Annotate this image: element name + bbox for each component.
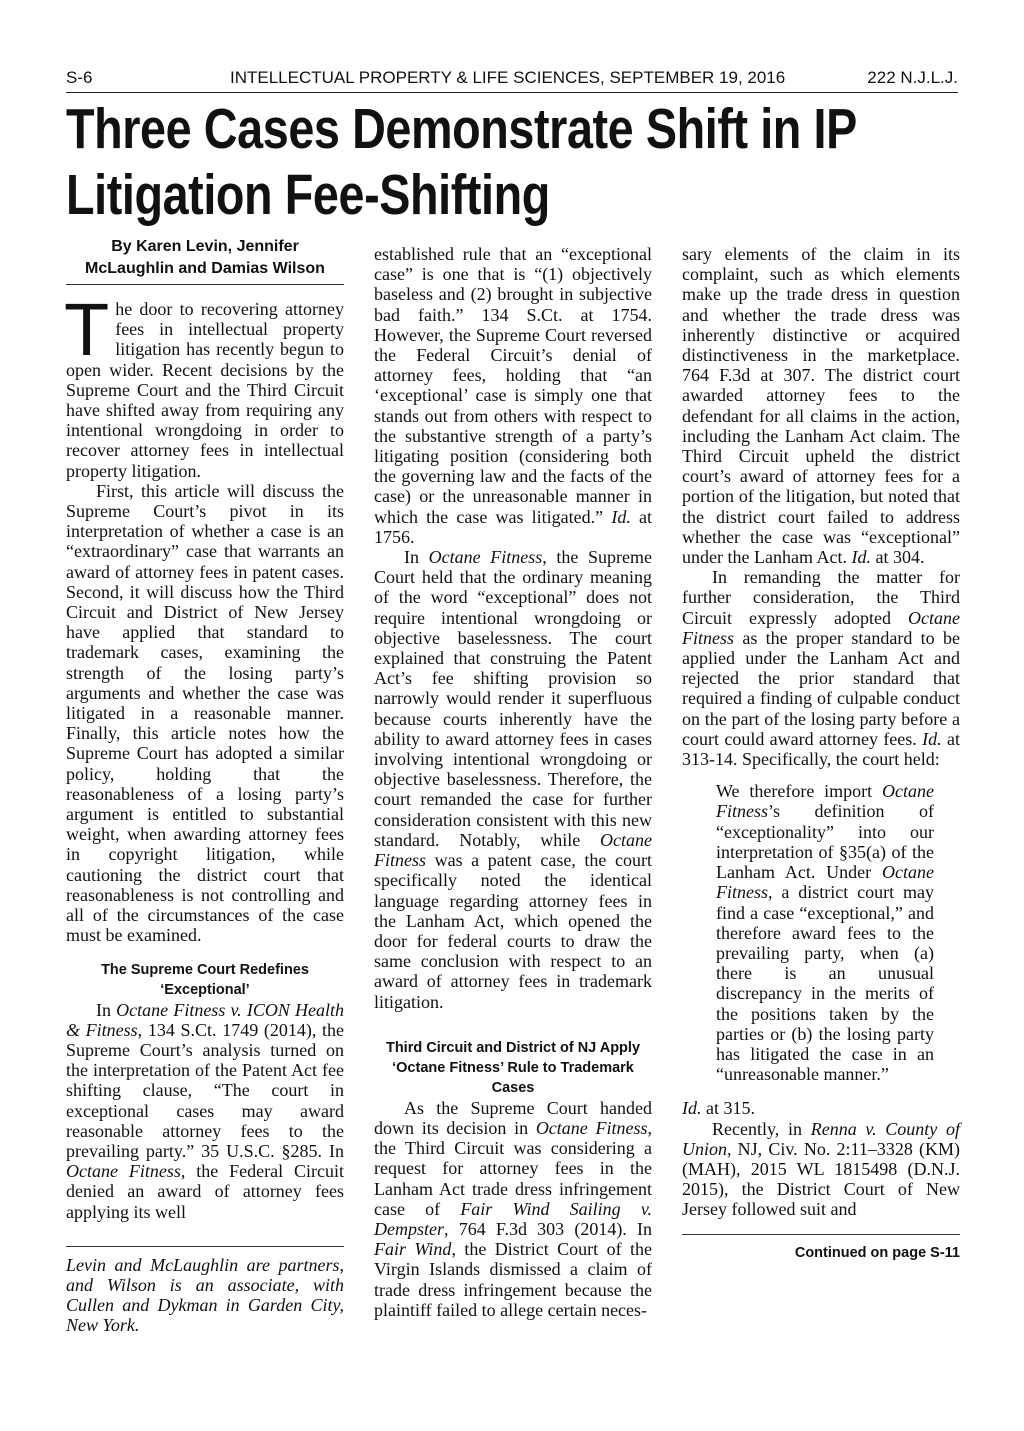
case-name: Octane Fitness: [428, 547, 543, 568]
intro-text: he door to recovering attorney fees in intellectual property litigation has recently begun to open wider. Recent decisions by the Supreme Court and the Third Circuit have shifted away from requiring any intentional wrongdoing in order to recover attorney fees in intellectual property litigation.: [66, 299, 344, 481]
citation-id: Id.: [851, 547, 871, 568]
citation-id: Id.: [922, 728, 942, 749]
text-run: at 313-14. Specifically, the court held:: [682, 728, 960, 770]
text-run: , a district court may find a case “exceptional,” and therefore award fees to the prevailing party, when (a) there is an unusual discrepancy in the merits of the positions taken by the parties or (b) the losing party has litigated the case in an “unreasonable manner.”: [716, 882, 934, 1085]
text-run: established rule that an “exceptional case” is one that is “(1) objectively baseless and (2) brought in subjective bad faith.” 134 S.Ct. at 1754. However, the Supreme Court reversed the Federal Circuit’s denial of attorney fees, holding that “an ‘exceptional’ case is simply one that stands out from others with respect to the substantive strength of a party’s litigating position (considering both the governing law and the facts of the case) or the unreasonable manner in which the case was litigated.”: [374, 244, 652, 527]
text-run: Recently, in: [712, 1118, 811, 1139]
text-run: , the District Court of the Virgin Islands dismissed a claim of trade dress infringement because the plaintiff failed to allege certain neces-: [374, 1239, 653, 1320]
text-run: , the Supreme Court held that the ordinary meaning of the word “exceptional” does not require intentional wrongdoing or objective baselessness. The court explained that construing the Patent Act’s fee shifting provision so narrowly would render it superfluous because courts inherently have the ability to award attorney fees in cases involving intentional wrongdoing or objective baselessness. Therefore, the court remanded the case for further consideration consistent with this new standard. Notably, while: [374, 547, 652, 850]
continued-on-link[interactable]: Continued on page S-11: [682, 1234, 960, 1261]
overview-paragraph: First, this article will discuss the Supreme Court’s pivot in its interpretation of whether a case is an “extraordinary” case that warrants an award of attorney fees in patent cases. Second, it will discuss how the Third Circuit and District of New Jersey have applied that standard to trademark cases, examining the strength of the losing party’s arguments and whether the case was litigated in a reasonable manner. Finally, this article notes how the Supreme Court has adopted a similar policy, holding that the reasonableness of a losing party’s argument is entitled to substantial weight, when awarding attorney fees in copyright litigation, while cautioning the district court that reasonableness is not controlling and all of the circumstances of the case must be examined.: [66, 480, 344, 946]
column-1: [66, 236, 344, 1336]
text-run: at 315.: [701, 1098, 755, 1119]
text-run: , the Third Circuit was considering a request for attorney fees in the Lanham Act trade dress infringement case of: [374, 1117, 652, 1219]
block-quote: [716, 781, 934, 1084]
citation-id: Id.: [682, 1098, 702, 1119]
subhead-line-2: ‘Octane Fitness’ Rule to Trademark: [392, 1059, 634, 1076]
fair-wind-paragraph: [374, 1098, 652, 1320]
text-run: , the Federal Circuit denied an award of attorney fees applying its well: [66, 1161, 344, 1222]
article-headline: [66, 96, 857, 228]
text-run: We therefore import: [716, 781, 883, 802]
continued-paragraph: [682, 244, 960, 567]
case-name: Renna v. County of Union: [682, 1118, 960, 1159]
citation-paragraph: [682, 1098, 960, 1118]
continued-paragraph: [374, 244, 652, 547]
text-run: at 1756.: [374, 506, 652, 547]
case-name: Fair Wind Sailing v. Dempster: [374, 1198, 652, 1239]
intro-paragraph: [64, 288, 344, 481]
column-3: [682, 244, 960, 1261]
case-name: Fair Wind: [374, 1239, 452, 1260]
byline: [66, 236, 344, 285]
case-name: Octane Fitness v. ICON Health & Fitness: [66, 999, 344, 1040]
author-note: Levin and McLaughlin are partners, and Wilson is an associate, with Cullen and Dykman in Garden City, New York.: [66, 1254, 344, 1336]
section-heading-supreme-court: [66, 960, 344, 1000]
case-name: Octane Fitness: [374, 829, 652, 871]
case-name: Octane Fitness: [716, 862, 934, 903]
text-run: at 304.: [870, 547, 925, 568]
holding-paragraph: [374, 547, 652, 1012]
drop-cap: T: [64, 288, 110, 371]
case-name: Octane Fitness: [682, 607, 960, 648]
journal-citation: 222 N.J.L.J.: [867, 68, 958, 87]
section-heading-third-circuit: [374, 1038, 652, 1098]
text-run: sary elements of the claim in its complaint, such as which elements make up the trade dress in question and whether the trade dress was inherently distinctive or acquired distinctiveness in the marketplace. 764 F.3d at 307. The district court awarded attorney fees to the defendant for all claims in the action, including the Lanham Act claim. The Third Circuit upheld the district court’s award of attorney fees for a portion of the litigation, but noted that the district court failed to address whether the case was “exceptional” under the Lanham Act.: [682, 244, 960, 568]
text-run: In: [96, 999, 117, 1020]
publication-line: INTELLECTUAL PROPERTY & LIFE SCIENCES, SEPTEMBER 19, 2016: [230, 68, 786, 87]
byline-line-1: By Karen Levin, Jennifer: [111, 238, 299, 255]
text-run: , 134 S.Ct. 1749 (2014), the Supreme Court’s analysis turned on the interpretation of the Patent Act fee shifting clause, “The court in exceptional cases may award reasonable attorney fees to the prevailing party.” 35 U.S.C. §285. In: [66, 1019, 345, 1161]
text-run: , NJ, Civ. No. 2:11–3328 (KM)(MAH), 2015 WL 1815498 (D.N.J. 2015), the District Court of New Jersey followed suit and: [682, 1138, 960, 1220]
text-run: as the proper standard to be applied under the Lanham Act and rejected the prior standard that required a finding of culpable conduct on the part of the losing party before a court could award attorney fees.: [682, 627, 960, 749]
case-name: Octane Fitness: [66, 1161, 181, 1182]
case-name: Octane Fitness: [535, 1117, 648, 1138]
text-run: In: [404, 547, 429, 568]
octane-paragraph: [66, 1000, 344, 1222]
page-header: [66, 66, 958, 93]
text-run: , 764 F.3d 303 (2014). In: [444, 1218, 652, 1239]
page-number: S-6: [66, 68, 93, 87]
case-name: Octane Fitness: [716, 781, 934, 822]
subhead-line-3: Cases: [491, 1079, 535, 1096]
byline-line-2: McLaughlin and Damias Wilson: [85, 260, 325, 277]
citation-id: Id.: [611, 506, 631, 527]
author-note-box: [66, 1246, 344, 1336]
remand-paragraph: [682, 567, 960, 769]
text-run: was a patent case, the court specifically noted the identical language regarding attorney fees in the Lanham Act, which opened the door for federal courts to draw the same conclusion with respect to an award of attorney fees in trademark litigation.: [374, 850, 652, 1012]
renna-paragraph: [682, 1119, 960, 1220]
column-2: [374, 244, 652, 1320]
headline-line-2: Litigation Fee-Shifting: [66, 163, 550, 227]
subhead-line-1: Third Circuit and District of NJ Apply: [385, 1039, 641, 1056]
subhead-line-1: The Supreme Court Redefines: [101, 961, 309, 978]
text-run: As the Supreme Court handed down its decision in: [374, 1097, 652, 1138]
text-run: ’s definition of “exceptionality” into our interpretation of §35(a) of the Lanham Act. Under: [716, 801, 934, 883]
headline-line-1: Three Cases Demonstrate Shift in IP: [66, 97, 857, 161]
text-run: In remanding the matter for further consideration, the Third Circuit expressly adopted: [682, 567, 960, 628]
subhead-line-2: ‘Exceptional’: [160, 981, 250, 998]
